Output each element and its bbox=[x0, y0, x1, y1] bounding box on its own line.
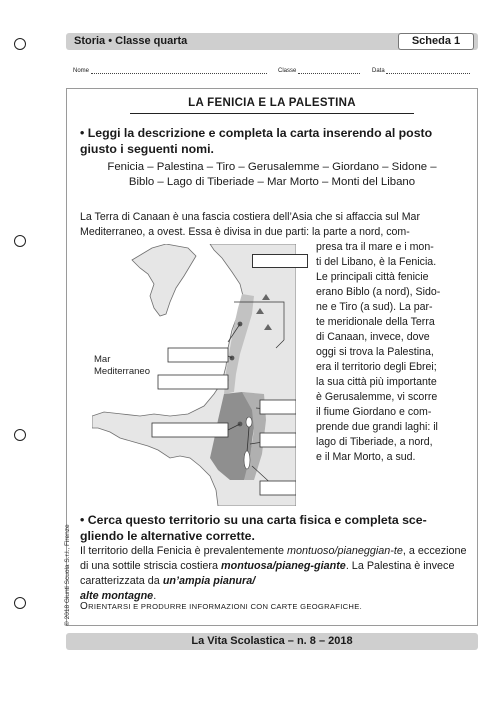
side-line: era il territorio degli Ebrei; bbox=[316, 361, 437, 373]
binder-hole bbox=[14, 429, 26, 441]
scheda-label: Scheda 1 bbox=[398, 33, 474, 50]
data-field[interactable] bbox=[372, 68, 470, 74]
instruction-1: • Leggi la descrizione e completa la carta inserendo al posto giusto i seguenti nomi. bbox=[80, 126, 433, 156]
nome-label: Nome bbox=[73, 68, 90, 74]
side-line: presa tra il mare e i mon- bbox=[316, 241, 434, 253]
side-line: lago di Tiberiade, a nord, bbox=[316, 436, 433, 448]
objective-text: RIENTARSI E PRODURRE INFORMAZIONI CON CARTE GEOGRAFICHE. bbox=[88, 602, 362, 611]
map-canaan bbox=[92, 244, 296, 506]
answer-box bbox=[168, 348, 228, 362]
answer-box bbox=[260, 433, 296, 447]
side-line: Le principali città fenicie bbox=[316, 271, 429, 283]
dead-sea-shape bbox=[244, 451, 250, 469]
answer-box bbox=[260, 481, 296, 495]
nome-dotted-line bbox=[91, 73, 267, 74]
map-side-text bbox=[316, 240, 464, 465]
names-list bbox=[80, 160, 464, 190]
side-line: te meridionale della Terra bbox=[316, 316, 435, 328]
side-line: il fiume Giordano e com- bbox=[316, 406, 432, 418]
option-montuoso-pianeggiante[interactable]: montuoso/pianeggian-te bbox=[287, 545, 403, 557]
classe-label: Classe bbox=[278, 68, 297, 74]
side-line: ne e Tiro (a sud). La par- bbox=[316, 301, 433, 313]
worksheet-title: LA FENICIA E LA PALESTINA bbox=[188, 97, 356, 109]
para2-text-3: . La Palestina è invece caratterizzata da bbox=[80, 560, 455, 587]
para2-text-1: Il territorio della Fenicia è prevalentemente bbox=[80, 545, 288, 557]
option-montuosa-pianeggiante[interactable]: montuosa/pianeg-giante bbox=[221, 560, 346, 572]
classe-field[interactable] bbox=[278, 68, 360, 74]
binder-hole bbox=[14, 597, 26, 609]
data-label: Data bbox=[372, 68, 385, 74]
nome-field[interactable] bbox=[73, 68, 267, 74]
classe-dotted-line bbox=[298, 73, 360, 74]
intro-line-1: La Terra di Canaan è una fascia costiera dell’Asia che si affaccia sul Mar bbox=[80, 211, 420, 223]
names-line-1: Fenicia – Palestina – Tiro – Gerusalemme – Giordano – Sidone – bbox=[107, 161, 437, 173]
lake-tiberias-shape bbox=[246, 417, 252, 427]
header-title: Storia • Classe quarta bbox=[74, 35, 188, 47]
footer-text: La Vita Scolastica – n. 8 – 2018 bbox=[191, 635, 353, 647]
instruction-2: • Cerca questo territorio su una carta fisica e completa sce-gliendo le alternative corrette. bbox=[80, 513, 427, 543]
side-line: è Gerusalemme, vi scorre bbox=[316, 391, 438, 403]
map-label-sea-2: Mediterraneo bbox=[94, 366, 150, 377]
answer-box bbox=[260, 400, 296, 414]
answer-box bbox=[158, 375, 228, 389]
objective-initial: O bbox=[80, 601, 89, 612]
data-dotted-line bbox=[386, 73, 470, 74]
learning-objective bbox=[80, 601, 362, 612]
intro-text bbox=[80, 210, 468, 240]
side-line: e il Mar Morto, a sud. bbox=[316, 451, 416, 463]
title-underline bbox=[130, 113, 414, 114]
side-line: la sua città più importante bbox=[316, 376, 437, 388]
intro-line-2: Mediterraneo, a ovest. Essa è divisa in due parti: la parte a nord, com- bbox=[80, 226, 410, 238]
option-montagne[interactable]: alte montagne bbox=[80, 590, 154, 602]
answer-box[interactable] bbox=[252, 254, 308, 268]
paragraph-2 bbox=[80, 544, 470, 604]
copyright-text: © 2018 Giunti Scuola S.r.l., Firenze bbox=[64, 524, 71, 626]
side-line: oggi si trova la Palestina, bbox=[316, 346, 434, 358]
side-line: di Canaan, invece, dove bbox=[316, 331, 430, 343]
para2-text-4: . bbox=[153, 590, 157, 602]
map-label-sea-1: Mar bbox=[94, 354, 111, 365]
side-line: prende due grandi laghi: il bbox=[316, 421, 438, 433]
answer-box bbox=[152, 423, 228, 437]
para2-text-2: , a eccezione di una sottile striscia costiera bbox=[80, 545, 467, 572]
binder-hole bbox=[14, 235, 26, 247]
option-pianura[interactable]: un’ampia pianura/ bbox=[162, 575, 256, 587]
side-line: erano Biblo (a nord), Sido- bbox=[316, 286, 441, 298]
binder-hole bbox=[14, 38, 26, 50]
names-line-2: Biblo – Lago di Tiberiade – Mar Morto – Monti del Libano bbox=[128, 176, 416, 188]
side-line: ti del Libano, è la Fenicia. bbox=[316, 256, 437, 268]
